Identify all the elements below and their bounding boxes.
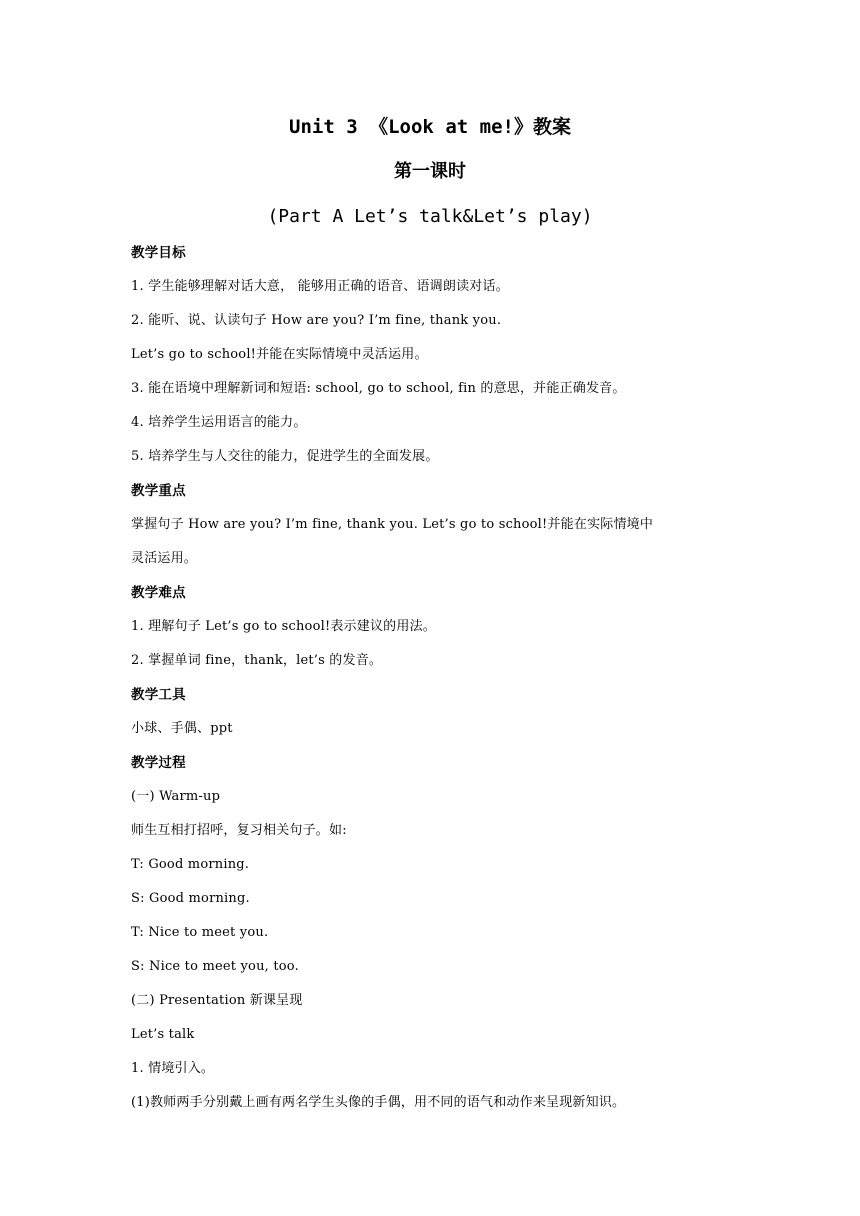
document-title: Unit 3 《Look at me!》教案: [289, 116, 571, 138]
tools-heading: 教学工具: [131, 687, 186, 703]
process-line: T: Nice to meet you.: [131, 925, 269, 940]
part-title: (Part A Let’s talk&Let’s play): [267, 206, 593, 227]
objective-item: 2. 能听、说、认读句子 How are you? I’m fine, thank you.: [131, 313, 502, 328]
tools-text: 小球、手偶、ppt: [131, 721, 233, 736]
difficulty-item: 1. 理解句子 Let’s go to school!表示建议的用法。: [131, 619, 436, 634]
process-line: 师生互相打招呼，复习相关句子。如:: [131, 823, 347, 838]
process-line: (二) Presentation 新课呈现: [131, 993, 303, 1008]
objective-item: Let’s go to school!并能在实际情境中灵活运用。: [131, 347, 428, 362]
objective-item: 4. 培养学生运用语言的能力。: [131, 415, 307, 430]
key-points-heading: 教学重点: [131, 483, 186, 499]
process-heading: 教学过程: [131, 755, 186, 771]
process-line: (1)教师两手分别戴上画有两名学生头像的手偶，用不同的语气和动作来呈现新知识。: [131, 1095, 626, 1110]
process-line: 1. 情境引入。: [131, 1061, 215, 1076]
process-line: S: Good morning.: [131, 891, 250, 906]
process-line: T: Good morning.: [131, 857, 250, 872]
process-line: (一) Warm-up: [131, 789, 221, 804]
process-line: Let’s talk: [131, 1027, 195, 1042]
objective-item: 3. 能在语境中理解新词和短语: school, go to school, fin 的意思，并能正确发音。: [131, 381, 626, 396]
objective-item: 5. 培养学生与人交往的能力，促进学生的全面发展。: [131, 449, 439, 464]
difficulties-heading: 教学难点: [131, 585, 186, 601]
lesson-title: 第一课时: [394, 161, 466, 182]
title-block: [110, 113, 750, 231]
key-points-line: 灵活运用。: [131, 551, 198, 566]
difficulty-item: 2. 掌握单词 fine，thank，let’s 的发音。: [131, 653, 383, 668]
process-line: S: Nice to meet you, too.: [131, 959, 299, 974]
key-points-line: 掌握句子 How are you? I’m fine, thank you. Let’s go to school!并能在实际情境中: [131, 517, 654, 532]
objective-item: 1. 学生能够理解对话大意， 能够用正确的语音、语调朗读对话。: [131, 279, 509, 294]
objectives-heading: 教学目标: [131, 245, 186, 261]
document-body: [131, 236, 750, 1120]
